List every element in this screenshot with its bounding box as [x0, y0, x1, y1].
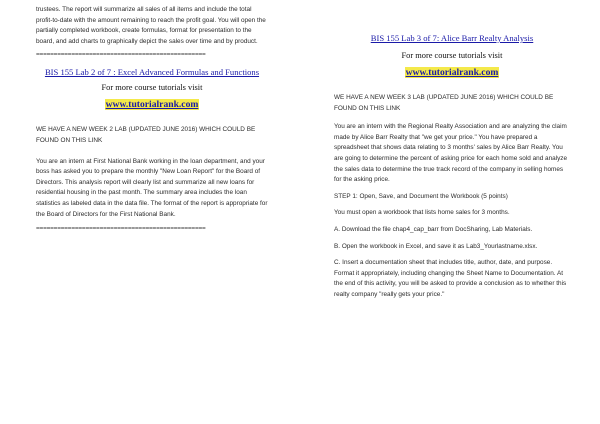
- step-b: B. Open the workbook in Excel, and save it as Lab3_Yourlastname.xlsx.: [334, 242, 538, 250]
- step-1-heading: STEP 1: Open, Save, and Document the Workbook (5 points): [334, 192, 508, 200]
- intro-paragraph: trustees. The report will summarize all sales of all items and include the total profit-to-date with the amount remaining to reach the profit goal. You will open the partially completed workbook, create formulas, format for presentation to the board, and add charts to graphically depict the sales over time and by product.: [36, 6, 266, 45]
- scenario-paragraph: You are an intern at First National Bank working in the loan department, and your boss has asked you to prepare the monthly "New Loan Report" for the Board of Directors. This analysis report will clearly list and summarize all new loans for residential housing in the past month. The summary area includes the loan statistics as labeled data in the data file. The format of the report is appropriate for the Board of Directors for the First National Bank.: [36, 157, 268, 218]
- lab3-heading-link[interactable]: BIS 155 Lab 3 of 7: Alice Barr Realty Analysis: [370, 33, 534, 43]
- site-link-wrapper: [36, 96, 268, 111]
- lab2-heading-link[interactable]: BIS 155 Lab 2 of 7 : Excel Advanced Formulas and Functions: [44, 67, 260, 78]
- step-a: A. Download the file chap4_cap_barr from DocSharing, Lab Materials.: [334, 225, 533, 233]
- new-week-notice: WE HAVE A NEW WEEK 3 LAB (UPDATED JUNE 2016) WHICH COULD BE FOUND ON THIS LINK: [334, 94, 554, 112]
- step-c: C. Insert a documentation sheet that includes title, author, date, and purpose. Format it appropriately, including changing the Sheet Name to Documentation. At the end of this activity, you will be asked to provide a conclusion as to whether this realty company "really gets your price.": [334, 259, 567, 298]
- left-column: [36, 0, 268, 233]
- site-link-wrapper: [334, 64, 570, 79]
- scenario-paragraph: You are an intern with the Regional Realty Association and are analyzing the claim made by Alice Barr Realty that "we get your price." You have prepared a spreadsheet that shows data relating to 3 months' sales by Alice Barr Realty. You are going to determine the percent of asking price for each home sold and analyze the sales data to determine the true track record of the company in selling homes for the asking price.: [334, 123, 568, 184]
- visit-text: For more course tutorials visit: [101, 83, 203, 93]
- new-week-notice: WE HAVE A NEW WEEK 2 LAB (UPDATED JUNE 2016) WHICH COULD BE FOUND ON THIS LINK: [36, 126, 256, 144]
- site-link[interactable]: www.tutorialrank.com: [405, 67, 499, 78]
- visit-text: For more course tutorials visit: [401, 51, 503, 60]
- divider: ================================================: [36, 225, 206, 233]
- divider: ================================================: [36, 51, 206, 59]
- site-link[interactable]: www.tutorialrank.com: [105, 99, 199, 111]
- right-column: [334, 0, 570, 301]
- instruction-text: You must open a workbook that lists home sales for 3 months.: [334, 209, 510, 217]
